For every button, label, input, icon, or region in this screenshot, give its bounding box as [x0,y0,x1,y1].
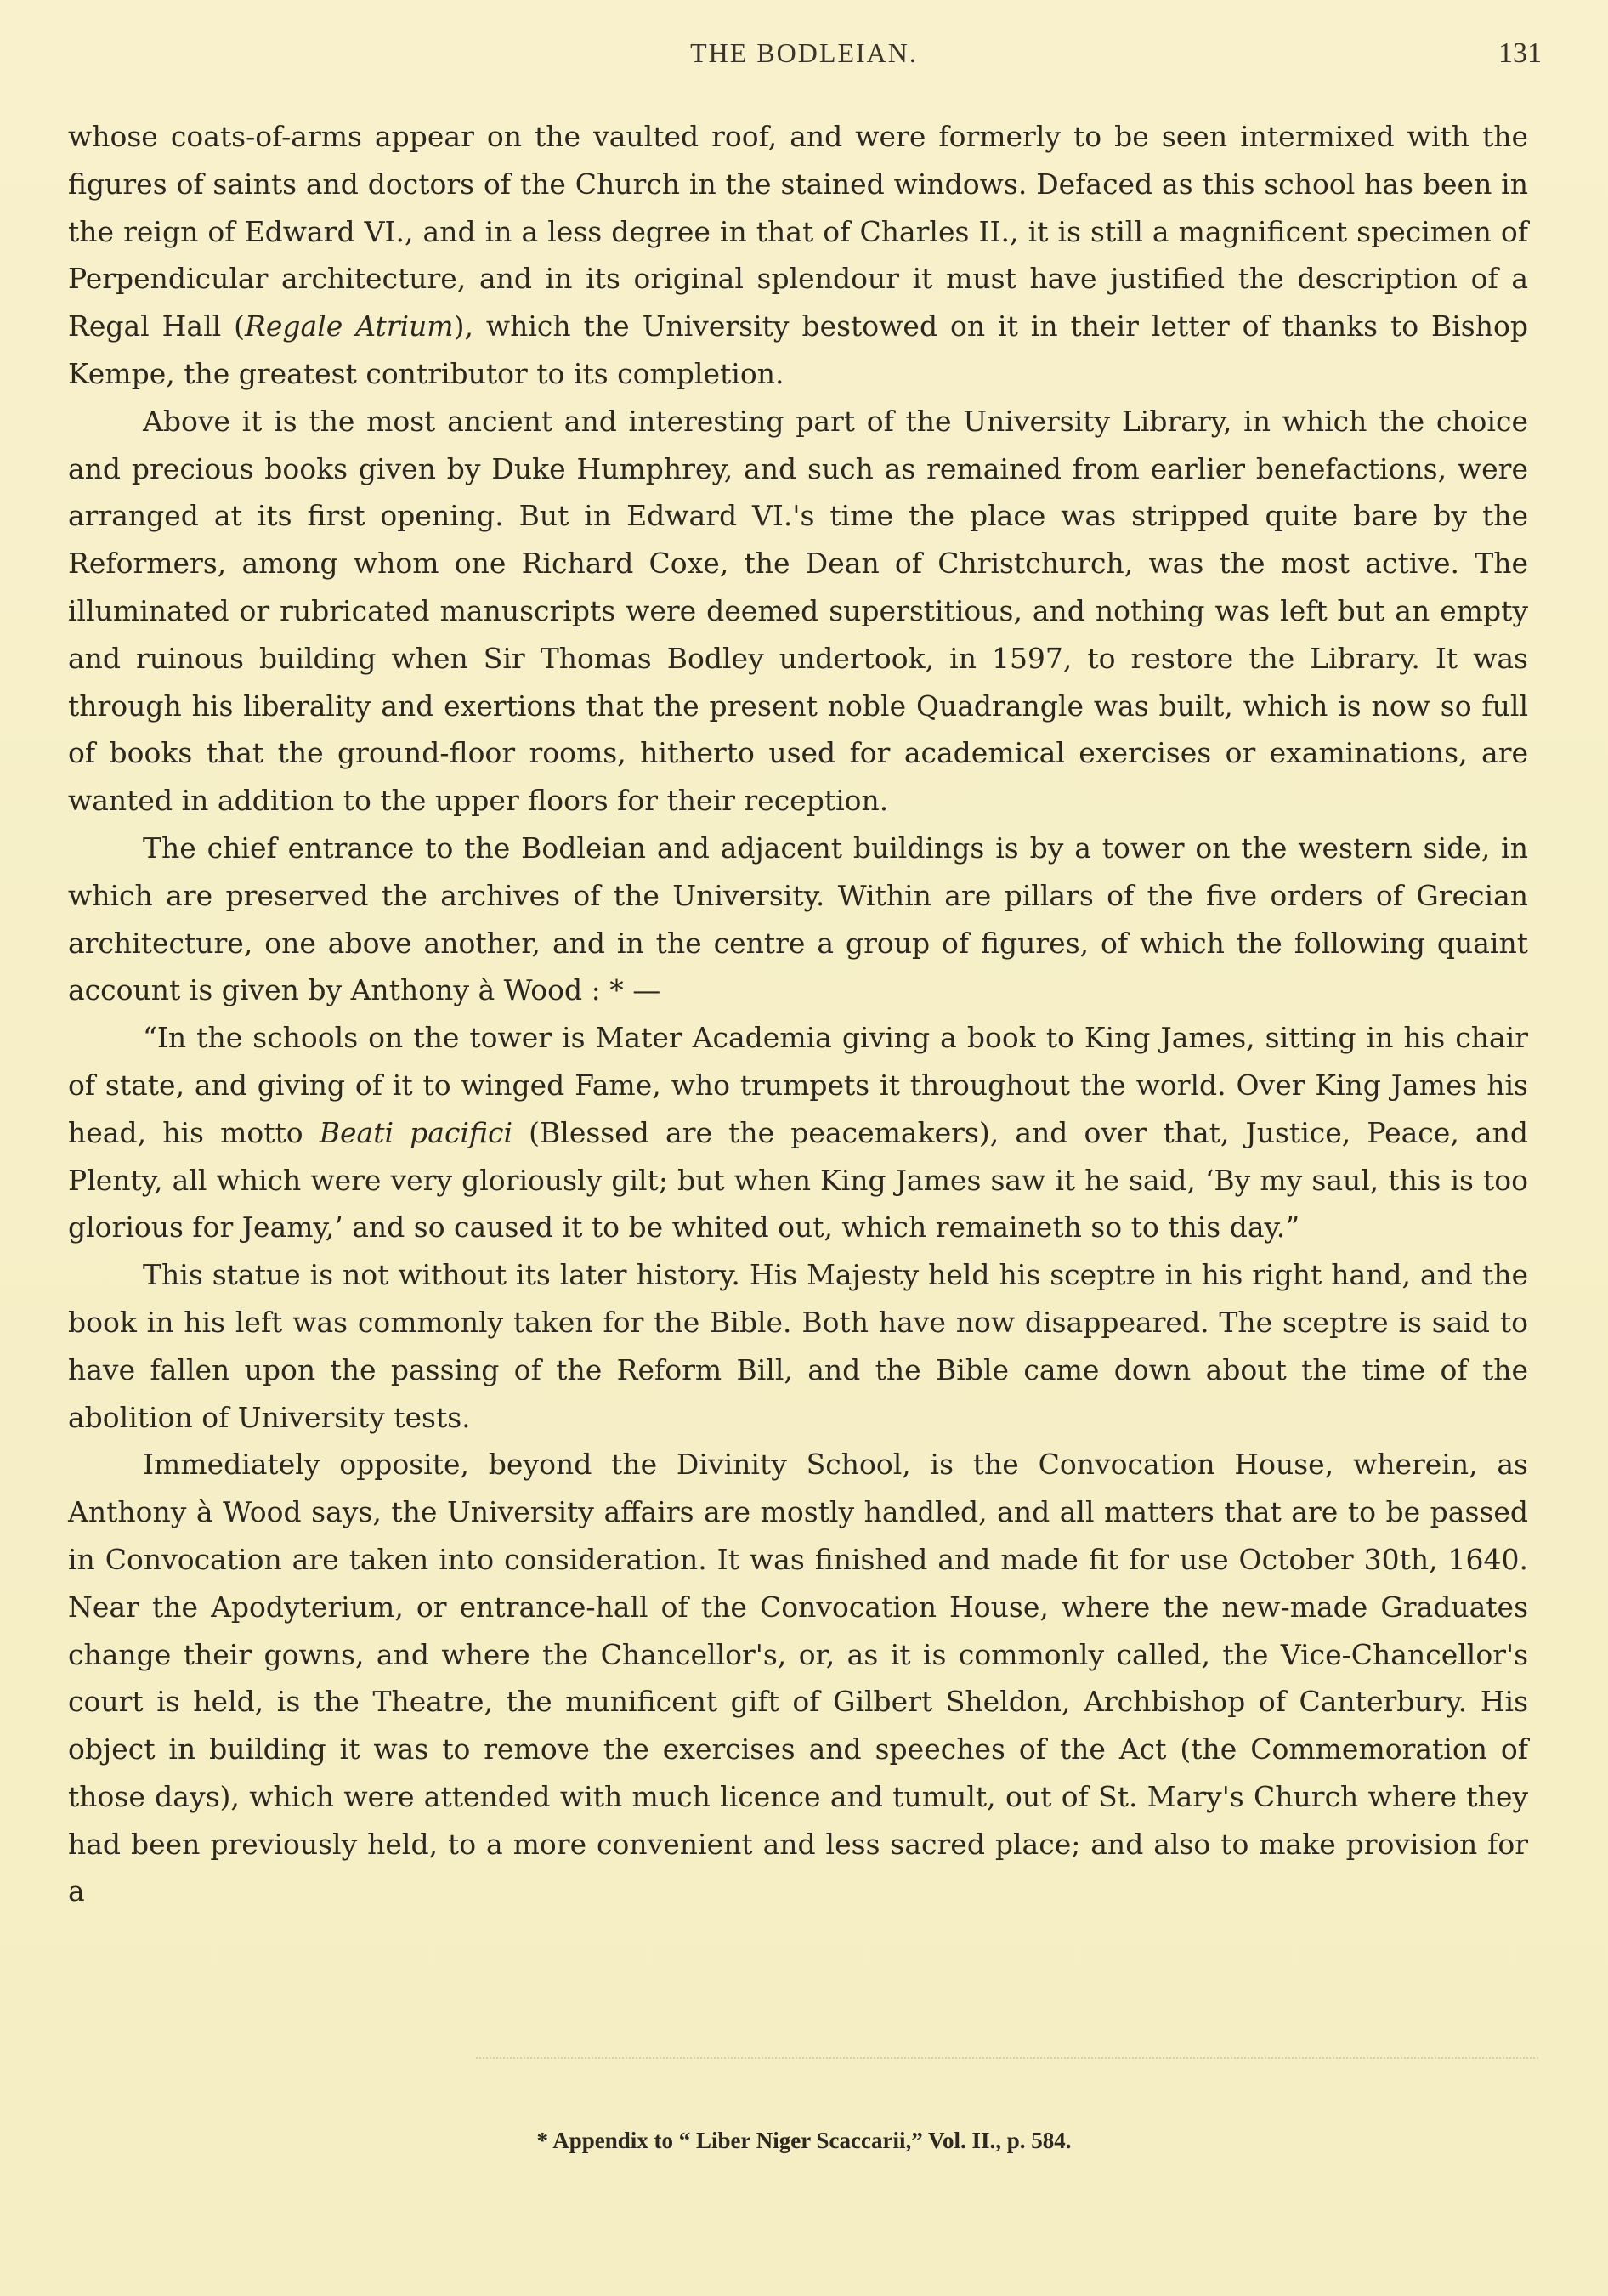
page-header [0,37,1608,80]
paragraph-1 [68,113,1528,398]
paragraph-2: Above it is the most ancient and interesting part of the University Library, in which the choice and precious books given by Duke Humphrey, and such as remained from earlier benefactions, were arranged at its first opening. But in Edward VI.'s time the place was stripped quite bare by the Reformers, among whom one Richard Coxe, the Dean of Christchurch, was the most active. The illuminated or rubricated manuscripts were deemed superstitious, and nothing was left but an empty and ruinous building when Sir Thomas Bodley undertook, in 1597, to restore the Library. It was through his liberality and exertions that the present noble Quadrangle was built, which is now so full of books that the ground-floor rooms, hitherto used for academical exercises or examinations, are wanted in addition to the upper floors for their reception. [68,404,1528,818]
beati-pacifici-italic: Beati pacifici [319,1115,513,1149]
body-text [68,113,1528,1915]
page-number: 131 [1498,37,1542,69]
paragraph-5: This statue is not without its later history. His Majesty held his sceptre in his right hand, and the book in his left was commonly taken for the Bible. Both have now disappeared. The sceptre is said to have fallen upon the passing of the Reform Bill, and the Bible came down about the time of the abolition of University tests. [68,1258,1528,1434]
paragraph-6: Immediately opposite, beyond the Divinity School, is the Convocation House, wherein, as Anthony à Wood says, the University affairs are mostly handled, and all matters that are to be passed in Convocation are taken into consideration. It was finished and made fit for use October 30th, 1640. Near the Apodyterium, or entrance-hall of the Convocation House, where the new-made Graduates change their gowns, and where the Chancellor's, or, as it is commonly called, the Vice-Chancellor's court is held, is the Theatre, the munificent gift of Gilbert Sheldon, Archbishop of Canterbury. His object in building it was to remove the exercises and speeches of the Act (the Commemoration of those days), which were attended with much licence and tumult, out of St. Mary's Church where they had been previously held, to a more convenient and less sacred place; and also to make provision for a [68,1448,1528,1908]
paragraph-3: The chief entrance to the Bodleian and adjacent buildings is by a tower on the western side, in which are preserved the archives of the University. Within are pillars of the five orders of Grecian architecture, one above another, and in the centre a group of figures, of which the following quaint account is given by Anthony à Wood : * — [68,831,1528,1007]
page-specks [476,2057,1538,2084]
paragraph-4-text: “In the schools on the tower is Mater Academia giving a book to King James, sitting in his chair of state, and giving of it to winged Fame, who trumpets it throughout the world. Over King James his head, his motto [68,1021,1528,1149]
paragraph-4-quotation [68,1014,1528,1251]
paragraph-1-text: whose coats-of-arms appear on the vaulted roof, and were formerly to be seen intermixed with the figures of saints and doctors of the Church in the stained windows. Defaced as this school has been in the reign of Edward VI., and in a less degree in that of Charles II., it is still a magnificent specimen of Perpendicular architecture, and in its original splendour it must have justified the description of a Regal Hall ( [68,120,1528,343]
running-title: THE BODLEIAN. [690,37,918,68]
regale-atrium-italic: Regale Atrium [245,309,454,343]
paragraph-4-end: (Blessed are the peacemakers), and over that, Justice, Peace, and Plenty, all which were very gloriously gilt; but when King James saw it he said, ‘By my saul, this is too glorious for Jeamy,’ and so caused it to be whited out, which remaineth so to this day.” [68,1115,1528,1244]
footnote: * Appendix to “ Liber Niger Scaccarii,” Vol. II., p. 584. [536,2128,1072,2153]
paragraph-1-end: ), which the University bestowed on it in their letter of thanks to Bishop Kempe, the greatest contributor to its completion. [68,309,1528,390]
